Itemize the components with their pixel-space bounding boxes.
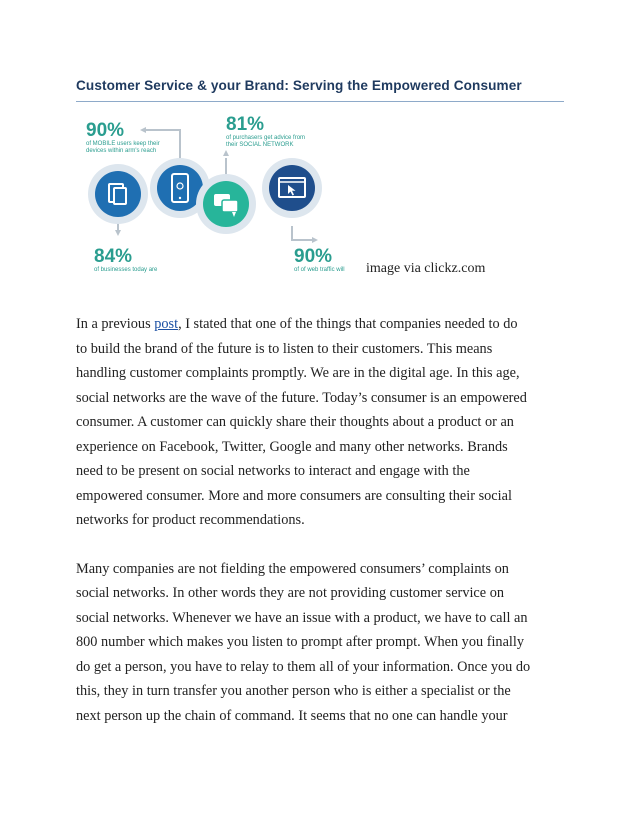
paragraph [76, 312, 576, 533]
chat-bubbles-icon [196, 174, 256, 234]
text-line: to build the brand of the future is to listen to their customers. This means [76, 340, 493, 357]
text-line: social networks. Whenever we have an issue with a product, we have to call an [76, 609, 528, 626]
stat-label: of purchasers get advice from [226, 135, 306, 141]
text-line: social networks are the wave of the future. Today’s consumer is an empowered [76, 389, 527, 406]
stat-label: of of web traffic will [294, 267, 345, 273]
text-line: 800 number which makes you listen to prompt after prompt. When you finally [76, 634, 525, 650]
text-segment: , I stated that one of the things that companies needed to do [178, 316, 518, 332]
post-link[interactable]: post [154, 316, 179, 332]
text-line: social networks. In other words they are not providing customer service on [76, 585, 504, 601]
text-line: experience on Facebook, Twitter, Google and many other networks. Brands [76, 438, 508, 455]
text-line [76, 312, 576, 337]
page-title: Customer Service & your Brand: Serving the Empowered Consumer [76, 78, 522, 93]
stat-label: their SOCIAL NETWORK [226, 142, 294, 148]
stat-value: 84% [94, 246, 133, 267]
connector-line [292, 226, 314, 240]
stat-value: 90% [86, 120, 125, 141]
text-line: this, they in turn transfer you another person who is either a specialist or the [76, 683, 511, 699]
arrow-left-icon [140, 127, 146, 133]
paragraph [76, 557, 576, 729]
title-divider [76, 101, 564, 102]
image-caption: image via clickz.com [366, 261, 486, 276]
stat-label: of businesses today are [94, 267, 158, 273]
text-line: empowered consumer. More and more consumers are consulting their social [76, 487, 512, 504]
text-line: consumer. A customer can quickly share their thoughts about a product or an [76, 414, 514, 430]
stat-label: devices within arm's reach [86, 148, 157, 154]
infographic-image [80, 108, 370, 278]
text-line: need to be present on social networks to interact and engage with the [76, 463, 470, 479]
text-line: networks for product recommendations. [76, 512, 305, 528]
text-line: do get a person, you have to relay to them all of your information. Once you do [76, 658, 531, 675]
text-segment: In a previous [76, 316, 155, 332]
text-line: handling customer complaints promptly. We are in the digital age. In this age, [76, 365, 520, 381]
arrow-up-icon [223, 150, 229, 156]
stat-value: 81% [226, 114, 265, 135]
article-body [76, 312, 576, 752]
browser-cursor-icon [262, 158, 322, 218]
text-line: next person up the chain of command. It seems that no one can handle your [76, 707, 508, 724]
text-line: Many companies are not fielding the empowered consumers’ complaints on [76, 560, 509, 577]
stat-value: 90% [294, 246, 333, 267]
arrow-right-icon [312, 237, 318, 243]
stat-label: of MOBILE users keep their [86, 141, 160, 147]
document-icon [88, 164, 148, 224]
arrow-down-icon [115, 230, 121, 236]
